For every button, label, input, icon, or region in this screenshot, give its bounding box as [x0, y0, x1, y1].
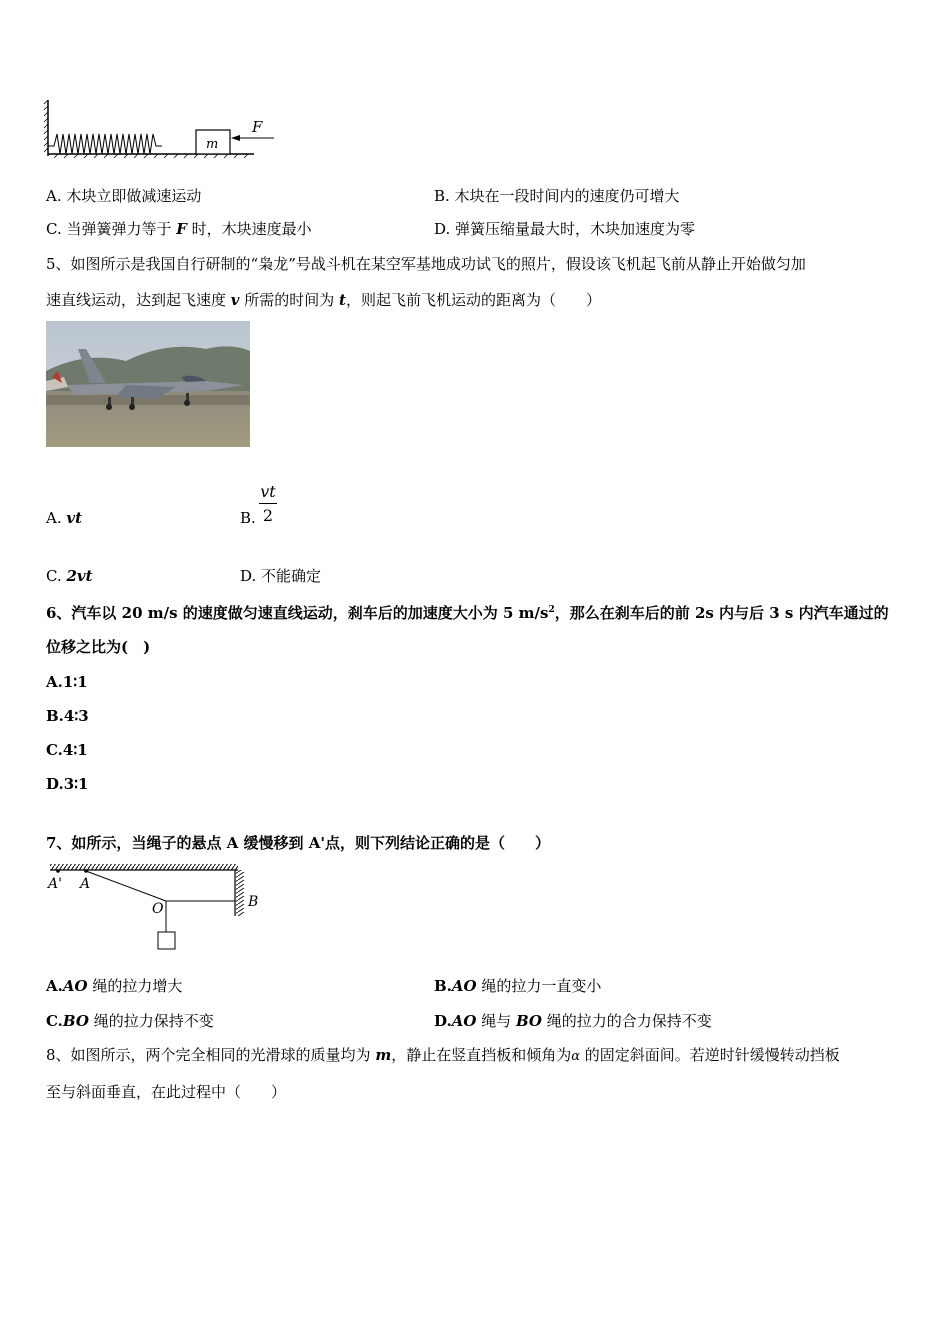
- q5-option-a: A. vt: [46, 509, 83, 527]
- q7-option-d: D.AO 绳与 BO 绳的拉力的合力保持不变: [434, 1012, 712, 1030]
- q5-option-b-label: B.: [240, 509, 256, 527]
- q7-option-b: B.AO 绳的拉力一直变小: [434, 977, 602, 995]
- q5-option-b-denominator: 2: [262, 506, 274, 525]
- q5-question-line2: 速直线运动，达到起飞速度 v 所需的时间为 t，则起飞前飞机运动的距离为（ ）: [46, 291, 601, 309]
- q6-question-line2: 位移之比为( ): [46, 638, 151, 656]
- rope-suspension-figure: [46, 860, 276, 960]
- q8-question-line2: 至与斜面垂直，在此过程中（ ）: [46, 1083, 287, 1101]
- q5-option-d: D. 不能确定: [240, 567, 322, 585]
- q7-question: 7、如所示，当绳子的悬点 A 缓慢移到 A'点，则下列结论正确的是（ ）: [46, 834, 550, 852]
- point-b-label: B: [248, 894, 259, 910]
- mass-label: m: [206, 137, 219, 152]
- q6-question-line1: 6、汽车以 20 m/s 的速度做匀速直线运动，刹车后的加速度大小为 5 $m/s^2$，那么在刹车后的前 2s 内与后 3 s 内汽车通过的: [46, 604, 889, 622]
- q5-question-line1: 5、如图所示是我国自行研制的“枭龙”号战斗机在某空军基地成功试飞的照片，假设该飞机起飞前从静止开始做匀加: [46, 255, 806, 273]
- point-a-label: A: [80, 876, 91, 892]
- q4-option-d: D. 弹簧压缩量最大时，木块加速度为零: [434, 220, 696, 238]
- q6-option-b: B.4∶3: [46, 707, 89, 725]
- q5-option-c: C. 2vt: [46, 567, 93, 585]
- q6-option-c: C.4∶1: [46, 741, 88, 759]
- q6-option-d: D.3∶1: [46, 775, 89, 793]
- q4-option-a: A. 木块立即做减速运动: [46, 187, 202, 205]
- q8-question-line1: 8、如图所示，两个完全相同的光滑球的质量均为 m，静止在竖直挡板和倾角为α 的固定斜面间。若逆时针缓慢转动挡板: [46, 1046, 840, 1064]
- q4-option-b: B. 木块在一段时间内的速度仍可增大: [434, 187, 680, 205]
- q7-option-a: A.AO 绳的拉力增大: [46, 977, 183, 995]
- point-o-label: O: [152, 901, 164, 917]
- fighter-jet-photo: [46, 321, 250, 447]
- force-label: F: [252, 118, 263, 136]
- fraction-bar: [259, 503, 277, 504]
- point-a-prime-label: A': [48, 876, 62, 892]
- q7-option-c: C.BO 绳的拉力保持不变: [46, 1012, 214, 1030]
- q5-option-b-numerator: vt: [260, 482, 276, 501]
- q6-option-a: A.1∶1: [46, 673, 88, 691]
- spring-block-figure: [44, 96, 284, 166]
- q4-option-c: C. 当弹簧弹力等于 F 时，木块速度最小: [46, 220, 312, 238]
